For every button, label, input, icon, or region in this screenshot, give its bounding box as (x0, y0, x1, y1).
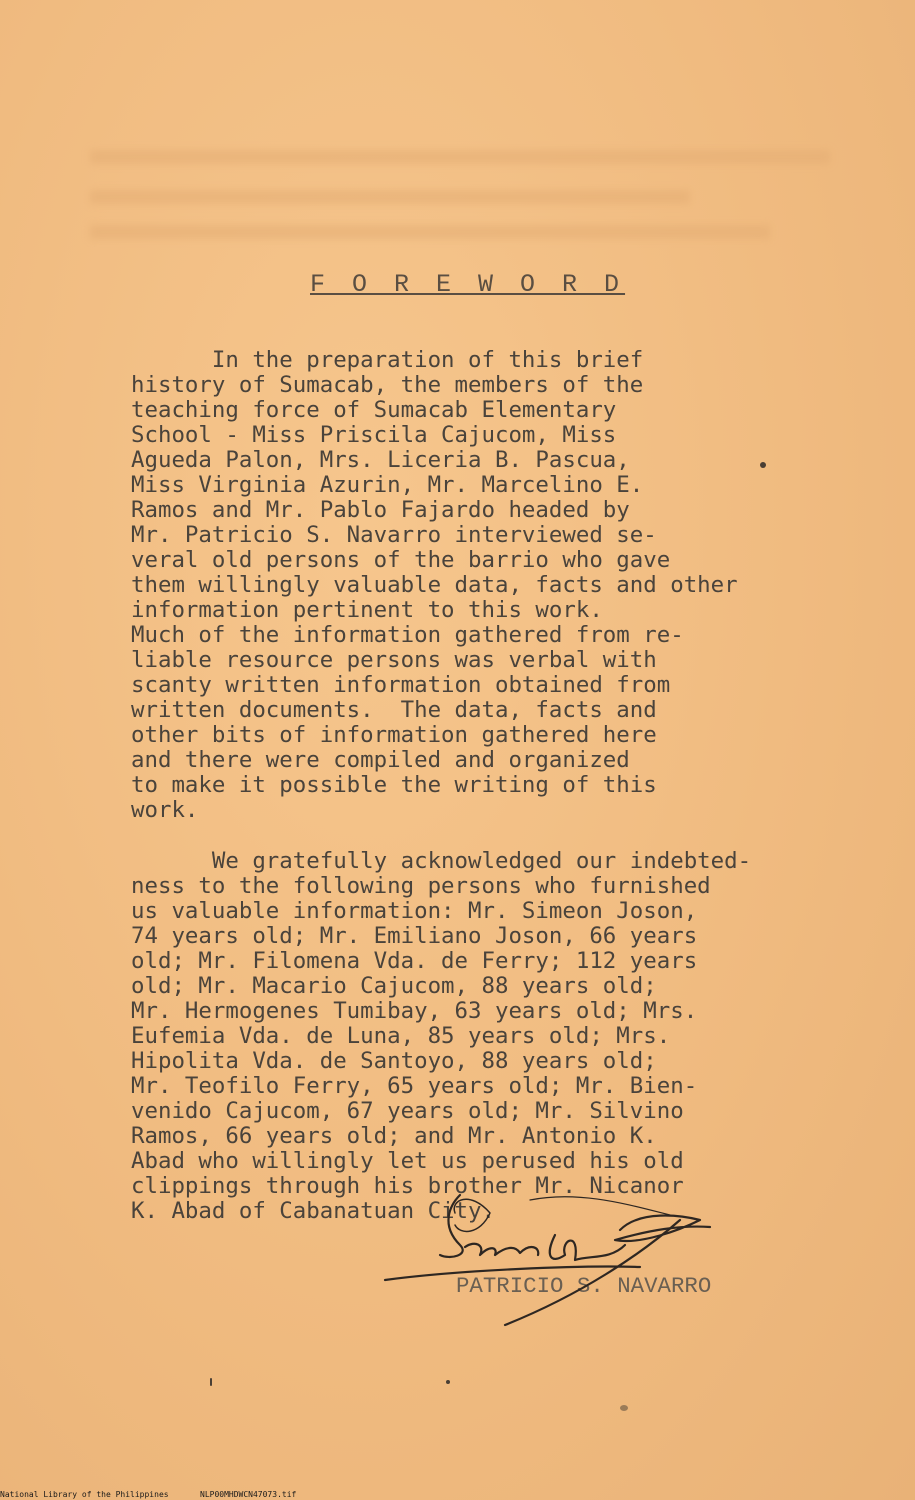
ink-spot (760, 462, 766, 468)
handwritten-signature (380, 1185, 740, 1335)
foreword-paragraph-1: In the preparation of this brief history of Sumacab, the members of the teaching force of Sumacab Elementary School - Miss Priscila Cajucom, Miss Agueda Palon, Mrs. Liceria B. Pascua, Miss Virginia Azurin, Mr. Marcelino E. Ramos and Mr. Pablo Fajardo headed by Mr. Patricio S. Navarro interviewed se- veral old persons of the barrio who gave them willingly valuable data, facts and other information pertinent to this work. Much of the information gathered from re- liable resource persons was verbal with scanty written information obtained from written documents. The data, facts and other bits of information gathered here and there were compiled and organized to make it possible the writing of this work. (131, 347, 738, 823)
signatory-name: PATRICIO S. NAVARRO (456, 1273, 712, 1299)
page-title: F O R E W O R D (310, 270, 626, 299)
bleed-through-line (90, 190, 690, 204)
bleed-through-line (90, 150, 830, 164)
ink-spot (446, 1380, 450, 1384)
ink-spot (620, 1405, 628, 1411)
bleed-through-line (90, 225, 770, 239)
footer-filename: NLP00MHDWCN47073.tif (200, 1490, 297, 1499)
foreword-paragraph-2: We gratefully acknowledged our indebted- ness to the following persons who furnished us valuable information: Mr. Simeon Joson, 74 years old; Mr. Emiliano Joson, 66 years old; Mr. Filomena Vda. de Ferry; 112 years old; Mr. Macario Cajucom, 88 years old; Mr. Hermogenes Tumibay, 63 years old; Mrs. Eufemia Vda. de Luna, 85 years old; Mrs. Hipolita Vda. de Santoyo, 88 years old; Mr. Teofilo Ferry, 65 years old; Mr. Bien- venido Cajucom, 67 years old; Mr. Silvino Ramos, 66 years old; and Mr. Antonio K. Abad who willingly let us perused his old clippings through his brother Mr. Nicanor K. Abad of Cabanatuan City. (131, 848, 752, 1224)
ink-spot (210, 1378, 212, 1386)
footer-library: National Library of the Philippines (0, 1490, 169, 1499)
